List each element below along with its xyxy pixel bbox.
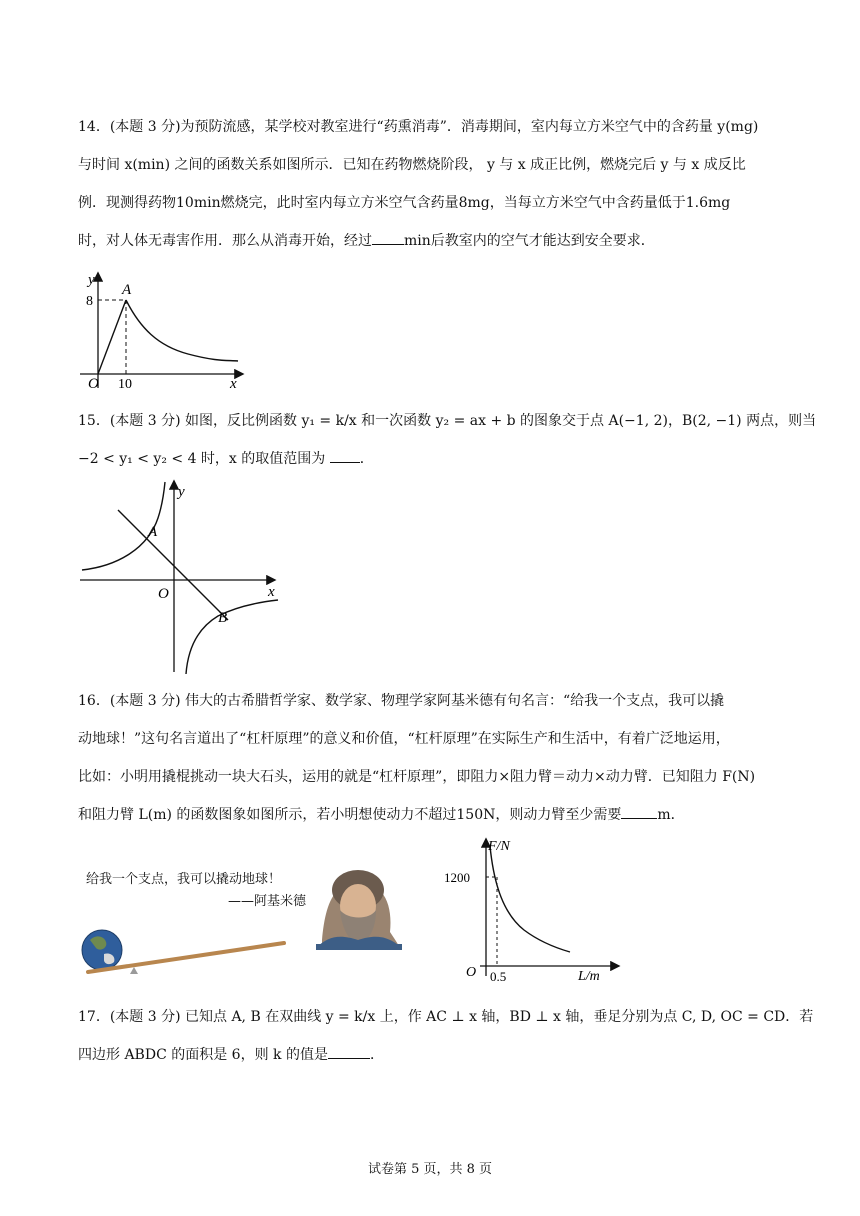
q15-answer-blank[interactable] — [330, 446, 360, 463]
question-16 — [78, 682, 784, 834]
q14-line-4 — [78, 222, 784, 260]
q15-line-1: 15．(本题 3 分) 如图，反比例函数 y₁ = k/x 和一次函数 y₂ = ax + b 的图象交于点 A(−1, 2)，B(2, −1) 两点，则当 — [78, 413, 817, 429]
q16-quote: 给我一个支点，我可以撬动地球！ — [86, 872, 282, 887]
q14-line-4-text: 时，对人体无毒害作用．那么从消毒开始，经过 — [78, 233, 372, 249]
q15-x-label: x — [268, 584, 275, 600]
q16-graph — [440, 836, 630, 986]
q14-graph — [78, 268, 258, 392]
q16-line-1: 16．(本题 3 分) 伟大的古希腊哲学家、数学家、物理学家阿基米德有句名言：“给我一个支点，我可以撬 — [78, 693, 725, 709]
archimedes-portrait-icon — [316, 870, 402, 950]
q17-line-2-text: 四边形 ABDC 的面积是 6，则 k 的值是 — [78, 1047, 328, 1063]
q14-x-tick: 10 — [118, 377, 132, 392]
q14-origin-label: O — [88, 376, 99, 392]
q16-line-4 — [78, 796, 784, 834]
q14-line-5-text: min后教室内的空气才能达到安全要求． — [404, 233, 655, 249]
q14-y-tick: 8 — [86, 294, 93, 309]
q16-x-tick: 0.5 — [490, 969, 507, 984]
q15-origin-label: O — [158, 586, 169, 602]
q17-line-2 — [78, 1036, 784, 1074]
question-14 — [78, 108, 784, 260]
q15-line-2 — [78, 440, 784, 478]
q16-line-3: 比如：小明用撬棍挑动一块大石头，运用的就是“杠杆原理”，即阻力×阻力臂＝动力×动力臂．已知阻力 F(N) — [78, 769, 756, 785]
fulcrum-icon — [130, 967, 138, 974]
q14-x-label: x — [230, 376, 237, 392]
q16-quote-author: ——阿基米德 — [228, 894, 307, 909]
earth-icon — [82, 930, 122, 970]
page-footer: 试卷第 5 页，共 8 页 — [367, 1162, 493, 1177]
q14-linear-segment — [98, 300, 126, 374]
q16-line-2: 动地球！”这句名言道出了“杠杆原理”的意义和价值，“杠杆原理”在实际生产和生活中，有着广泛地运用， — [78, 731, 730, 747]
question-15 — [78, 402, 817, 478]
q17-answer-blank[interactable] — [328, 1042, 370, 1059]
question-17 — [78, 998, 814, 1074]
q15-line-graph — [118, 510, 228, 620]
q16-line-4-end: m． — [657, 807, 685, 823]
q14-line-3: 例．现测得药物10min燃烧完，此时室内每立方米空气含药量8mg，当每立方米空气中含药量低于1.6mg — [78, 195, 731, 211]
q14-line-1: 14．(本题 3 分)为预防流感，某学校对教室进行“药熏消毒”．消毒期间，室内每立方米空气中的含药量 y(mg) — [78, 119, 759, 135]
q16-drawing — [78, 848, 408, 980]
q16-line-4-text: 和阻力臂 L(m) 的函数图象如图所示，若小明想使动力不超过150N，则动力臂至少需要 — [78, 807, 622, 823]
q15-line-2-text: −2 < y₁ < y₂ < 4 时，x 的取值范围为 — [78, 451, 326, 467]
q15-graph — [78, 478, 282, 674]
q14-answer-blank[interactable] — [372, 228, 404, 245]
q15-point-a-label: A — [148, 524, 158, 540]
q14-line-2: 与时间 x(min) 之间的函数关系如图所示．已知在药物燃烧阶段， y 与 x 成正比例，燃烧完后 y 与 x 成反比 — [78, 157, 746, 173]
q14-inverse-curve — [126, 300, 238, 361]
q16-y-label: F/N — [488, 839, 510, 854]
q17-line-2-end: ． — [369, 1047, 384, 1063]
q15-hyperbola-right — [186, 600, 278, 674]
q16-x-label: L/m — [578, 969, 600, 984]
q15-y-label: y — [178, 484, 185, 500]
q16-inverse-curve — [490, 846, 570, 952]
q17-line-1: 17．(本题 3 分) 已知点 A, B 在双曲线 y = k/x 上，作 AC ⊥ x 轴，BD ⊥ x 轴，垂足分别为点 C, D, OC = CD．若 — [78, 1009, 814, 1025]
q16-answer-blank[interactable] — [621, 802, 657, 819]
q14-y-label: y — [88, 272, 95, 288]
q14-point-a-label: A — [122, 282, 132, 298]
q16-illustration — [78, 848, 408, 980]
q16-origin-label: O — [466, 965, 477, 980]
q15-point-b-label: B — [218, 610, 228, 626]
q15-line-2-end: ． — [359, 451, 374, 467]
q16-y-tick: 1200 — [444, 870, 470, 885]
